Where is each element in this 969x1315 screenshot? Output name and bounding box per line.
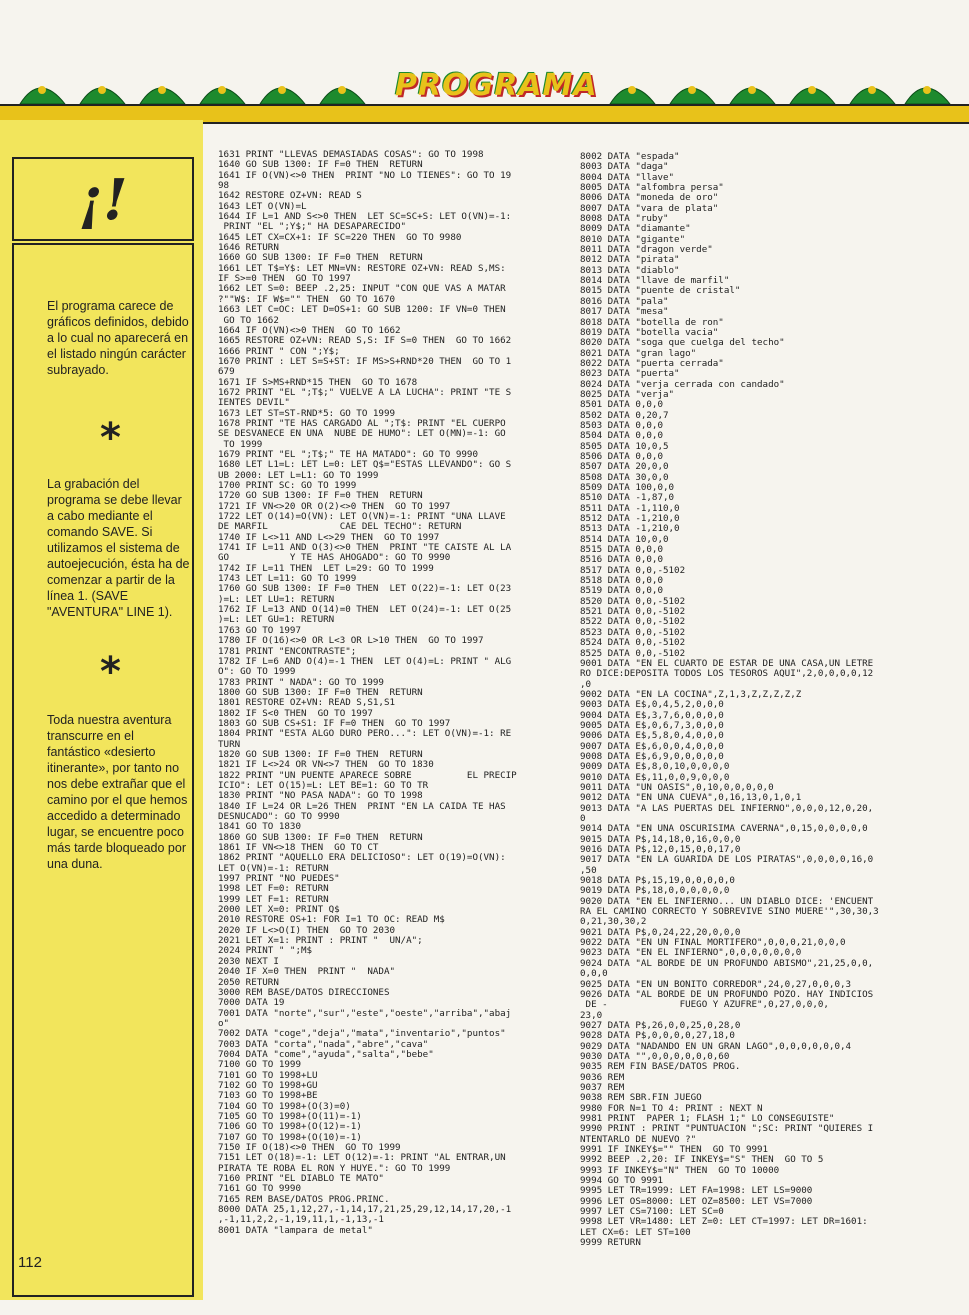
code-line: 8513 DATA -1,210,0 xyxy=(580,523,680,535)
code-line: 9019 DATA P$,18,0,0,0,0,0,0 xyxy=(580,885,730,897)
code-line: DE MARFIL CAE DEL TECHO": RETURN xyxy=(218,521,462,533)
code-line: 1820 GO SUB 1300: IF F=0 THEN RETURN xyxy=(218,748,423,760)
sidebar-note-1: El programa carece de gráficos definidos, debido a lo cual no aparecerá en el listado ningún carácter subrayado. xyxy=(47,299,189,377)
code-line: 7161 GO TO 9990 xyxy=(218,1183,301,1195)
code-line: PRINT "EL ";Y$;" HA DESAPARECIDO" xyxy=(218,221,407,233)
code-line: 7102 GO TO 1998+GU xyxy=(218,1079,318,1091)
code-line: 2021 LET X=1: PRINT : PRINT " UN/A"; xyxy=(218,935,423,947)
code-line: O": GO TO 1999 xyxy=(218,666,296,678)
code-line: 1861 IF VN<>18 THEN GO TO CT xyxy=(218,842,379,854)
code-line: 1783 PRINT " NADA": GO TO 1999 xyxy=(218,676,384,688)
code-line: 1997 PRINT "NO PUEDES" xyxy=(218,873,340,885)
code-line: 1665 RESTORE OZ+VN: READ S,S: IF S=0 THEN GO TO 1662 xyxy=(218,335,512,347)
code-line: 1672 PRINT "EL ";T$;" VUELVE A LA LUCHA": PRINT "TE S xyxy=(218,386,512,398)
code-line: 9994 GO TO 9991 xyxy=(580,1175,663,1187)
code-line: )=L: LET GU=1: RETURN xyxy=(218,614,335,626)
code-line: 1722 LET O(14)=O(VN): LET O(VN)=-1: PRINT "UNA LLAVE xyxy=(218,511,506,523)
code-line: 8506 DATA 0,0,0 xyxy=(580,450,663,462)
code-line: 1662 LET S=0: BEEP .2,25: INPUT "CON QUE VAS A MATAR xyxy=(218,283,506,295)
code-line: 8518 DATA 0,0,0 xyxy=(580,575,663,587)
sidebar-tile xyxy=(12,157,194,241)
code-line: 8501 DATA 0,0,0 xyxy=(580,399,663,411)
code-line: 679 xyxy=(218,366,235,378)
code-line: UB 2000: LET L=L1: GO TO 1999 xyxy=(218,469,379,481)
code-line: ICIO": LET O(15)=L: LET BE=1: GO TO TR xyxy=(218,779,429,791)
code-line: 9017 DATA "EN LA GUARIDA DE LOS PIRATAS",0,0,0,0,16,0 xyxy=(580,854,874,866)
code-line: 9035 REM FIN BASE/DATOS PROG. xyxy=(580,1061,741,1073)
code-line: 9036 REM xyxy=(580,1071,625,1083)
code-line: 1678 PRINT "TE HAS CARGADO AL ";T$: PRINT "EL CUERPO xyxy=(218,417,506,429)
code-line: 8006 DATA "moneda de oro" xyxy=(580,192,719,204)
code-line: 7106 GO TO 1998+(O(12)=-1) xyxy=(218,1121,362,1133)
code-line: 1803 GO SUB CS+S1: IF F=0 THEN GO TO 1997 xyxy=(218,717,451,729)
code-line: IF S>=0 THEN GO TO 1997 xyxy=(218,273,351,285)
code-line: LET O(VN)=-1: RETURN xyxy=(218,862,329,874)
code-line: PIRATA TE ROBA EL RON Y HUYE.": GO TO 1999 xyxy=(218,1162,451,1174)
code-line: 1830 PRINT "NO PASA NADA": GO TO 1998 xyxy=(218,790,423,802)
code-line: 8510 DATA -1,87,0 xyxy=(580,492,675,504)
code-line: 9012 DATA "EN UNA CUEVA",0,16,13,0,1,0,1 xyxy=(580,792,802,804)
code-line: 1640 GO SUB 1300: IF F=0 THEN RETURN xyxy=(218,159,423,171)
code-line: 9003 DATA E$,0,4,5,2,0,0,0 xyxy=(580,699,724,711)
sidebar-note-2: La grabación del programa se debe llevar a cabo mediante el comando SAVE. Si utilizamos el sistema de autoejecución, ésta ha de comenzar a partir de la línea 1. (SAVE "AVENTURA" LINE 1). xyxy=(47,477,190,619)
code-line: 9002 DATA "EN LA COCINA",Z,1,3,Z,Z,Z,Z,Z xyxy=(580,688,802,700)
code-line: ?""W$: IF W$="" THEN GO TO 1670 xyxy=(218,293,396,305)
code-line: IENTES DEVIL" xyxy=(218,397,290,409)
code-line: 9008 DATA E$,6,9,0,0,0,0,0 xyxy=(580,750,724,762)
code-line: 9020 DATA "EN EL INFIERNO... UN DIABLO DICE: 'ENCUENT xyxy=(580,895,874,907)
listing-column-1 xyxy=(218,150,517,1236)
code-line: 8001 DATA "lampara de metal" xyxy=(218,1224,373,1236)
code-line: 7100 GO TO 1999 xyxy=(218,1059,301,1071)
code-line: ,-1,11,2,2,-1,19,11,1,-1,13,-1 xyxy=(218,1214,384,1226)
code-line: 9997 LET CS=7100: LET SC=0 xyxy=(580,1206,724,1218)
code-line: 1862 PRINT "AQUELLO ERA DELICIOSO": LET O(19)=O(VN): xyxy=(218,852,506,864)
code-line: 8003 DATA "daga" xyxy=(580,161,669,173)
code-line: 8020 DATA "soga que cuelga del techo" xyxy=(580,337,785,349)
code-line: 1679 PRINT "EL ";T$;" TE HA MATADO": GO TO 9990 xyxy=(218,448,478,460)
code-line: 1680 LET L1=L: LET L=0: LET Q$="ESTAS LLEVANDO": GO S xyxy=(218,459,512,471)
code-line: 98 xyxy=(218,180,230,192)
code-line: 7151 LET O(18)=-1: LET O(12)=-1: PRINT "AL ENTRAR,UN xyxy=(218,1152,506,1164)
code-line: 8007 DATA "vara de plata" xyxy=(580,202,719,214)
code-line: 9996 LET OS=8000: LET OZ=8500: LET VS=7000 xyxy=(580,1195,813,1207)
code-line: 1743 LET L=11: GO TO 1999 xyxy=(218,573,357,585)
code-line: 9023 DATA "EN EL INFIERNO",0,0,0,0,0,0,0 xyxy=(580,947,802,959)
code-line: 1841 GO TO 1830 xyxy=(218,821,301,833)
code-line: )=L: LET LU=1: RETURN xyxy=(218,593,335,605)
code-line: 9030 DATA "",0,0,0,0,0,0,60 xyxy=(580,1050,730,1062)
code-line: 2050 RETURN xyxy=(218,976,279,988)
code-line: 9021 DATA P$,0,24,22,20,0,0,0 xyxy=(580,926,741,938)
code-line: 1646 RETURN xyxy=(218,242,279,254)
code-line: 8011 DATA "dragon verde" xyxy=(580,244,713,256)
page-number: 112 xyxy=(18,1254,42,1271)
code-line: 9013 DATA "A LAS PUERTAS DEL INFIERNO",0,0,0,12,0,20, xyxy=(580,802,874,814)
code-line: 8022 DATA "puerta cerrada" xyxy=(580,357,724,369)
code-line: 8016 DATA "pala" xyxy=(580,295,669,307)
code-line: 9999 RETURN xyxy=(580,1237,641,1249)
code-line: RO DICE:DEPOSITA TODOS LOS TESOROS AQUI",2,0,0,0,0,12 xyxy=(580,668,874,680)
code-line: DE - FUEGO Y AZUFRE",0,27,0,0,0, xyxy=(580,999,829,1011)
code-line: 9026 DATA "AL BORDE DE UN PROFUNDO POZO. HAY INDICIOS xyxy=(580,988,874,1000)
code-line: 8519 DATA 0,0,0 xyxy=(580,585,663,597)
code-line: 2024 PRINT " ";M$ xyxy=(218,945,313,957)
code-line: 7105 GO TO 1998+(O(11)=-1) xyxy=(218,1110,362,1122)
code-line: 1762 IF L=13 AND O(14)=0 THEN LET O(24)=-1: LET O(25 xyxy=(218,604,512,616)
code-line: 1643 LET O(VN)=L xyxy=(218,200,307,212)
code-line: 8512 DATA -1,210,0 xyxy=(580,513,680,525)
code-line: GO TO 1662 xyxy=(218,314,279,326)
code-line: 8008 DATA "ruby" xyxy=(580,213,669,225)
code-line: 9992 BEEP .2,20: IF INKEY$="S" THEN GO TO 5 xyxy=(580,1154,824,1166)
code-line: 8018 DATA "botella de ron" xyxy=(580,316,724,328)
code-line: 8004 DATA "llave" xyxy=(580,171,675,183)
code-line: 7107 GO TO 1998+(O(10)=-1) xyxy=(218,1131,362,1143)
code-line: 8002 DATA "espada" xyxy=(580,151,680,162)
code-line: NTENTARLO DE NUEVO ?" xyxy=(580,1133,697,1145)
code-line: 1631 PRINT "LLEVAS DEMASIADAS COSAS": GO TO 1998 xyxy=(218,149,484,160)
code-line: 7103 GO TO 1998+BE xyxy=(218,1090,318,1102)
code-line: 8517 DATA 0,0,-5102 xyxy=(580,564,686,576)
code-line: 9015 DATA P$,14,18,0,16,0,0,0 xyxy=(580,833,741,845)
code-line: 3000 REM BASE/DATOS DIRECCIONES xyxy=(218,986,390,998)
code-line: 8019 DATA "botella vacia" xyxy=(580,326,719,338)
code-line: 2040 IF X=0 THEN PRINT " NADA" xyxy=(218,966,396,978)
code-line: 8508 DATA 30,0,0 xyxy=(580,471,669,483)
code-line: 9980 FOR N=1 TO 4: PRINT : NEXT N xyxy=(580,1102,763,1114)
code-line: 9998 LET VR=1480: LET Z=0: LET CT=1997: LET DR=1601: xyxy=(580,1216,868,1228)
code-line: 8521 DATA 0,0,-5102 xyxy=(580,606,686,618)
code-line: 1642 RESTORE OZ+VN: READ S xyxy=(218,190,362,202)
code-line: 9991 IF INKEY$="" THEN GO TO 9991 xyxy=(580,1144,769,1155)
asterisk-separator: * xyxy=(100,649,121,695)
code-line: 9005 DATA E$,0,6,7,3,0,0,0 xyxy=(580,719,724,731)
code-line: 9027 DATA P$,26,0,0,25,0,28,0 xyxy=(580,1019,741,1031)
code-line: 8005 DATA "alfombra persa" xyxy=(580,182,724,194)
code-line: 2020 IF L<>O(I) THEN GO TO 2030 xyxy=(218,924,396,936)
code-line: 8514 DATA 10,0,0 xyxy=(580,533,669,545)
code-line: 8525 DATA 0,0,-5102 xyxy=(580,647,686,659)
code-line: 1740 IF L<>11 AND L<>29 THEN GO TO 1997 xyxy=(218,531,440,543)
code-line: 1700 PRINT SC: GO TO 1999 xyxy=(218,480,357,491)
code-line: 1763 GO TO 1997 xyxy=(218,624,301,636)
code-line: 1742 IF L=11 THEN LET L=29: GO TO 1999 xyxy=(218,562,434,574)
code-line: 1671 IF S>MS+RND*15 THEN GO TO 1678 xyxy=(218,376,418,388)
code-line: 8013 DATA "diablo" xyxy=(580,264,680,276)
code-line: 1760 GO SUB 1300: IF F=0 THEN LET O(22)=-1: LET O(23 xyxy=(218,583,512,595)
code-line: 8009 DATA "diamante" xyxy=(580,223,691,235)
listing-column-2 xyxy=(580,152,879,1248)
code-line: 8010 DATA "gigante" xyxy=(580,233,686,245)
code-line: 9010 DATA E$,11,0,0,9,0,0,0 xyxy=(580,771,730,783)
code-line: 8523 DATA 0,0,-5102 xyxy=(580,626,686,638)
code-line: 9024 DATA "AL BORDE DE UN PROFUNDO ABISMO",21,25,0,0, xyxy=(580,957,874,969)
code-line: 8014 DATA "llave de marfil" xyxy=(580,275,730,287)
code-line: 7101 GO TO 1998+LU xyxy=(218,1069,318,1081)
code-line: 9037 REM xyxy=(580,1081,625,1093)
code-line: 1721 IF VN<>20 OR O(2)<>0 THEN GO TO 1997 xyxy=(218,500,451,512)
code-line: LET CX=6: LET ST=100 xyxy=(580,1226,691,1238)
code-line: 9025 DATA "EN UN BONITO CORREDOR",24,0,27,0,0,0,3 xyxy=(580,978,852,990)
code-line: 1673 LET ST=ST-RND*5: GO TO 1999 xyxy=(218,407,396,419)
code-line: 9006 DATA E$,5,8,0,4,0,0,0 xyxy=(580,730,724,742)
code-line: 8522 DATA 0,0,-5102 xyxy=(580,616,686,628)
code-line: 8015 DATA "puente de cristal" xyxy=(580,285,741,297)
code-line: 7003 DATA "corta","nada","abre","cava" xyxy=(218,1038,429,1050)
code-line: 1998 LET F=0: RETURN xyxy=(218,883,329,895)
code-line: 7001 DATA "norte","sur","este","oeste","arriba","abaj xyxy=(218,1007,512,1019)
code-line: 8505 DATA 10,0,5 xyxy=(580,440,669,452)
code-line: 7150 IF O(18)<>0 THEN GO TO 1999 xyxy=(218,1142,401,1153)
code-line: 9022 DATA "EN UN FINAL MORTIFERO",0,0,0,21,0,0,0 xyxy=(580,937,846,949)
code-line: 2000 LET X=0: PRINT Q$ xyxy=(218,904,340,916)
code-line: 8504 DATA 0,0,0 xyxy=(580,430,663,442)
code-line: 1661 LET T$=Y$: LET MN=VN: RESTORE OZ+VN: READ S,MS: xyxy=(218,262,506,274)
code-line: 7004 DATA "come","ayuda","salta","bebe" xyxy=(218,1048,434,1060)
code-line: 1780 IF O(16)<>0 OR L<3 OR L>10 THEN GO TO 1997 xyxy=(218,635,484,647)
code-line: 9038 REM SBR.FIN JUEGO xyxy=(580,1092,702,1104)
code-line: 8021 DATA "gran lago" xyxy=(580,347,697,359)
code-line: 1804 PRINT "ESTA ALGO DURO PERO...": LET O(VN)=-1: RE xyxy=(218,728,512,740)
code-line: 7104 GO TO 1998+(O(3)=0) xyxy=(218,1100,351,1112)
code-line: 7165 REM BASE/DATOS PROG.PRINC. xyxy=(218,1193,390,1205)
code-line: TURN xyxy=(218,738,241,750)
code-line: 8025 DATA "verja" xyxy=(580,388,675,400)
code-line: 1666 PRINT " CON ";Y$; xyxy=(218,345,340,357)
code-line: 9028 DATA P$,0,0,0,0,27,18,0 xyxy=(580,1030,735,1042)
code-line: 1840 IF L=24 OR L=26 THEN PRINT "EN LA CAIDA TE HAS xyxy=(218,800,506,812)
code-line: 8000 DATA 25,1,12,27,-1,14,17,21,25,29,12,14,17,20,-1 xyxy=(218,1204,512,1216)
code-line: 7160 PRINT "EL DIABLO TE MATO" xyxy=(218,1173,384,1185)
code-line: 8524 DATA 0,0,-5102 xyxy=(580,637,686,649)
code-line: 1664 IF O(VN)<>0 THEN GO TO 1662 xyxy=(218,324,401,336)
code-line: 1999 LET F=1: RETURN xyxy=(218,893,329,905)
code-line: 8509 DATA 100,0,0 xyxy=(580,482,675,493)
code-line: 1645 LET CX=CX+1: IF SC=220 THEN GO TO 9980 xyxy=(218,231,462,243)
code-line: 7002 DATA "coge","deja","mata","inventario","puntos" xyxy=(218,1028,506,1040)
sidebar-note-3: Toda nuestra aventura transcurre en el fantástico «desierto itinerante», por tanto no nos debe extrañar que el camino por el que hemos accedido a determinado lugar, se encuentre poco más tarde bloqueado por una duna. xyxy=(47,713,188,871)
page-title: PROGRAMA xyxy=(395,68,598,103)
code-line: 1720 GO SUB 1300: IF F=0 THEN RETURN xyxy=(218,490,423,502)
code-line: 9011 DATA "UN OASIS",0,10,0,0,0,0,0 xyxy=(580,781,774,793)
code-line: 1741 IF L=11 AND O(3)<>0 THEN PRINT "TE CAISTE AL LA xyxy=(218,542,512,554)
code-line: ,50 xyxy=(580,864,597,876)
code-line: 9004 DATA E$,3,7,6,0,0,0,0 xyxy=(580,709,724,721)
code-line: 1670 PRINT : LET S=S+ST: IF MS>S+RND*20 THEN GO TO 1 xyxy=(218,355,512,367)
code-line: 1641 IF O(VN)<>0 THEN PRINT "NO LO TIENES": GO TO 19 xyxy=(218,169,512,181)
code-line: RA EL CAMINO CORRECTO Y SOBREVIVE SINO MUERE'",30,30,3 xyxy=(580,906,879,918)
code-line: 8515 DATA 0,0,0 xyxy=(580,544,663,556)
code-line: 1801 RESTORE OZ+VN: READ S,S1,S1 xyxy=(218,697,396,709)
code-line: 7000 DATA 19 xyxy=(218,997,285,1009)
code-line: 8503 DATA 0,0,0 xyxy=(580,419,663,431)
code-line: 0 xyxy=(580,813,586,824)
code-line: 8511 DATA -1,110,0 xyxy=(580,502,680,514)
code-line: ,0 xyxy=(580,678,592,690)
code-line: 8012 DATA "pirata" xyxy=(580,254,680,266)
code-line: 9016 DATA P$,12,0,15,0,0,17,0 xyxy=(580,844,741,856)
code-line: SE DESVANECE EN UNA NUBE DE HUMO": LET O(MN)=-1: GO xyxy=(218,428,506,440)
code-line: 1822 PRINT "UN PUENTE APARECE SOBRE EL PRECIP xyxy=(218,769,517,781)
code-line: 9009 DATA E$,8,0,10,0,0,0,0 xyxy=(580,761,730,773)
code-line: TO 1999 xyxy=(218,438,263,450)
code-line: 9014 DATA "EN UNA OSCURISIMA CAVERNA",0,15,0,0,0,0,0 xyxy=(580,823,868,835)
code-line: 0,21,30,30,2 xyxy=(580,916,647,928)
code-line: 8017 DATA "mesa" xyxy=(580,306,669,318)
code-line: 2010 RESTORE OS+1: FOR I=1 TO OC: READ M$ xyxy=(218,914,445,926)
code-line: 8507 DATA 20,0,0 xyxy=(580,461,669,473)
code-line: 9981 PRINT PAPER 1; FLASH 1;" LO CONSEGUISTE" xyxy=(580,1112,835,1124)
tile-symbol: ¡! xyxy=(78,167,128,233)
code-line: 8516 DATA 0,0,0 xyxy=(580,554,663,566)
code-line: 2030 NEXT I xyxy=(218,955,279,967)
code-line: 1802 IF S<0 THEN GO TO 1997 xyxy=(218,707,373,719)
code-line: 1860 GO SUB 1300: IF F=0 THEN RETURN xyxy=(218,831,423,843)
code-line: 9029 DATA "NADANDO EN UN GRAN LAGO",0,0,0,0,0,0,4 xyxy=(580,1040,852,1052)
code-line: 9007 DATA E$,6,0,0,4,0,0,0 xyxy=(580,740,724,752)
code-line: 8520 DATA 0,0,-5102 xyxy=(580,595,686,607)
code-line: 1663 LET C=OC: LET D=OS+1: GO SUB 1200: IF VN=0 THEN xyxy=(218,304,506,316)
asterisk-separator: * xyxy=(100,415,121,461)
code-line: 0,0,0 xyxy=(580,968,608,980)
code-line: o" xyxy=(218,1017,230,1029)
code-line: GO Y TE HAS AHOGADO": GO TO 9990 xyxy=(218,552,451,564)
code-line: 1781 PRINT "ENCONTRASTE"; xyxy=(218,645,357,657)
code-line: 9993 IF INKEY$="N" THEN GO TO 10000 xyxy=(580,1164,780,1176)
code-line: 9018 DATA P$,15,19,0,0,0,0,0 xyxy=(580,875,735,887)
code-line: 8024 DATA "verja cerrada con candado" xyxy=(580,378,785,390)
code-line: 9990 PRINT : PRINT "PUNTUACION ";SC: PRINT "QUIERES I xyxy=(580,1123,874,1135)
code-line: 1782 IF L=6 AND O(4)=-1 THEN LET O(4)=L: PRINT " ALG xyxy=(218,655,512,667)
code-line: 1644 IF L=1 AND S<>0 THEN LET SC=SC+S: LET O(VN)=-1: xyxy=(218,211,512,223)
code-line: 8502 DATA 0,20,7 xyxy=(580,409,669,421)
code-line: 9001 DATA "EN EL CUARTO DE ESTAR DE UNA CASA,UN LETRE xyxy=(580,657,874,669)
code-line: 23,0 xyxy=(580,1009,603,1021)
code-line: 1800 GO SUB 1300: IF F=0 THEN RETURN xyxy=(218,686,423,698)
code-line: DESNUCADO": GO TO 9990 xyxy=(218,811,340,822)
code-line: 1821 IF L<>24 OR VN<>7 THEN GO TO 1830 xyxy=(218,759,434,771)
code-line: 8023 DATA "puerta" xyxy=(580,368,680,380)
code-line: 9995 LET TR=1999: LET FA=1998: LET LS=9000 xyxy=(580,1185,813,1197)
code-line: 1660 GO SUB 1300: IF F=0 THEN RETURN xyxy=(218,252,423,264)
